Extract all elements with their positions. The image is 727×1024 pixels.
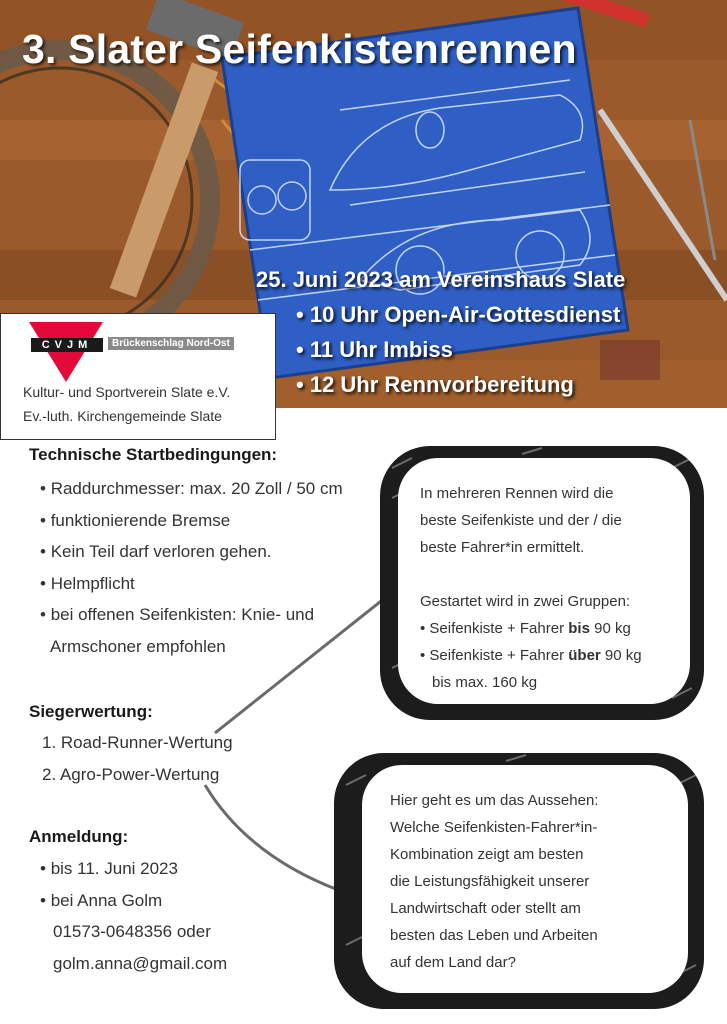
bubble-line: die Leistungsfähigkeit unserer	[390, 873, 590, 890]
sieger-heading: Siegerwertung:	[29, 702, 153, 721]
cvjm-logo-letters: CVJM	[31, 338, 103, 352]
list-item-continued: Armschoner empfohlen	[50, 636, 226, 656]
logo-tagline: Brückenschlag Nord-Ost	[108, 337, 234, 350]
list-item: • Helmpflicht	[40, 568, 343, 600]
list-item: • Kein Teil darf verloren gehen.	[40, 536, 343, 568]
bubble-line: Kombination zeigt am besten	[390, 846, 584, 863]
list-item: 1. Road-Runner-Wertung	[42, 733, 233, 752]
list-item: • bei Anna Golm	[40, 885, 227, 917]
anmeldung-list	[40, 853, 227, 979]
info-bubble-races	[372, 438, 712, 728]
list-item: • funktionierende Bremse	[40, 505, 343, 537]
group-item: • Seifenkiste + Fahrer bis 90 kg	[420, 615, 690, 642]
organizer-1: Kultur- und Sportverein Slate e.V.	[23, 384, 231, 400]
list-item: • bei offenen Seifenkisten: Knie- und	[40, 599, 343, 631]
tech-list	[40, 473, 343, 662]
bubble-line: besten das Leben und Arbeiten	[390, 927, 598, 944]
page-title: 3. Slater Seifenkistenrennen	[22, 26, 577, 72]
bubble-line: beste Fahrer*in ermittelt.	[420, 539, 585, 556]
info-bubble-looks	[326, 745, 712, 1015]
program-item: • 12 Uhr Rennvorbereitung	[296, 367, 625, 402]
bubble-line: auf dem Land dar?	[390, 954, 516, 971]
list-item: 2. Agro-Power-Wertung	[42, 764, 220, 784]
list-item: • bis 11. Juni 2023	[40, 853, 227, 885]
anmeldung-heading: Anmeldung:	[29, 827, 129, 846]
event-date: 25. Juni 2023 am Vereinshaus Slate	[256, 267, 626, 292]
tech-heading: Technische Startbedingungen:	[29, 445, 278, 464]
bubble-line: Landwirtschaft oder stellt am	[390, 900, 581, 917]
group-item-continued: bis max. 160 kg	[432, 674, 538, 691]
bubble-content	[362, 765, 688, 993]
contact-email: golm.anna@gmail.com	[53, 953, 228, 973]
bubble-line: Hier geht es um das Aussehen:	[390, 792, 599, 809]
program-item: • 10 Uhr Open-Air-Gottesdienst	[296, 297, 625, 332]
groups-list	[420, 615, 690, 696]
sieger-list	[42, 727, 233, 790]
bubble-content	[398, 458, 690, 704]
bubble-line: Welche Seifenkisten-Fahrer*in-	[390, 819, 598, 836]
contact-phone: 01573-0648356 oder	[53, 922, 211, 941]
groups-intro: Gestartet wird in zwei Gruppen:	[420, 593, 631, 610]
list-item: • Raddurchmesser: max. 20 Zoll / 50 cm	[40, 473, 343, 505]
bubble-line: In mehreren Rennen wird die	[420, 485, 614, 502]
bubble-line: beste Seifenkiste und der / die	[420, 512, 622, 529]
organizer-2: Ev.-luth. Kirchengemeinde Slate	[23, 408, 222, 424]
program-item: • 11 Uhr Imbiss	[296, 332, 625, 367]
group-item: • Seifenkiste + Fahrer über 90 kg	[420, 642, 690, 669]
